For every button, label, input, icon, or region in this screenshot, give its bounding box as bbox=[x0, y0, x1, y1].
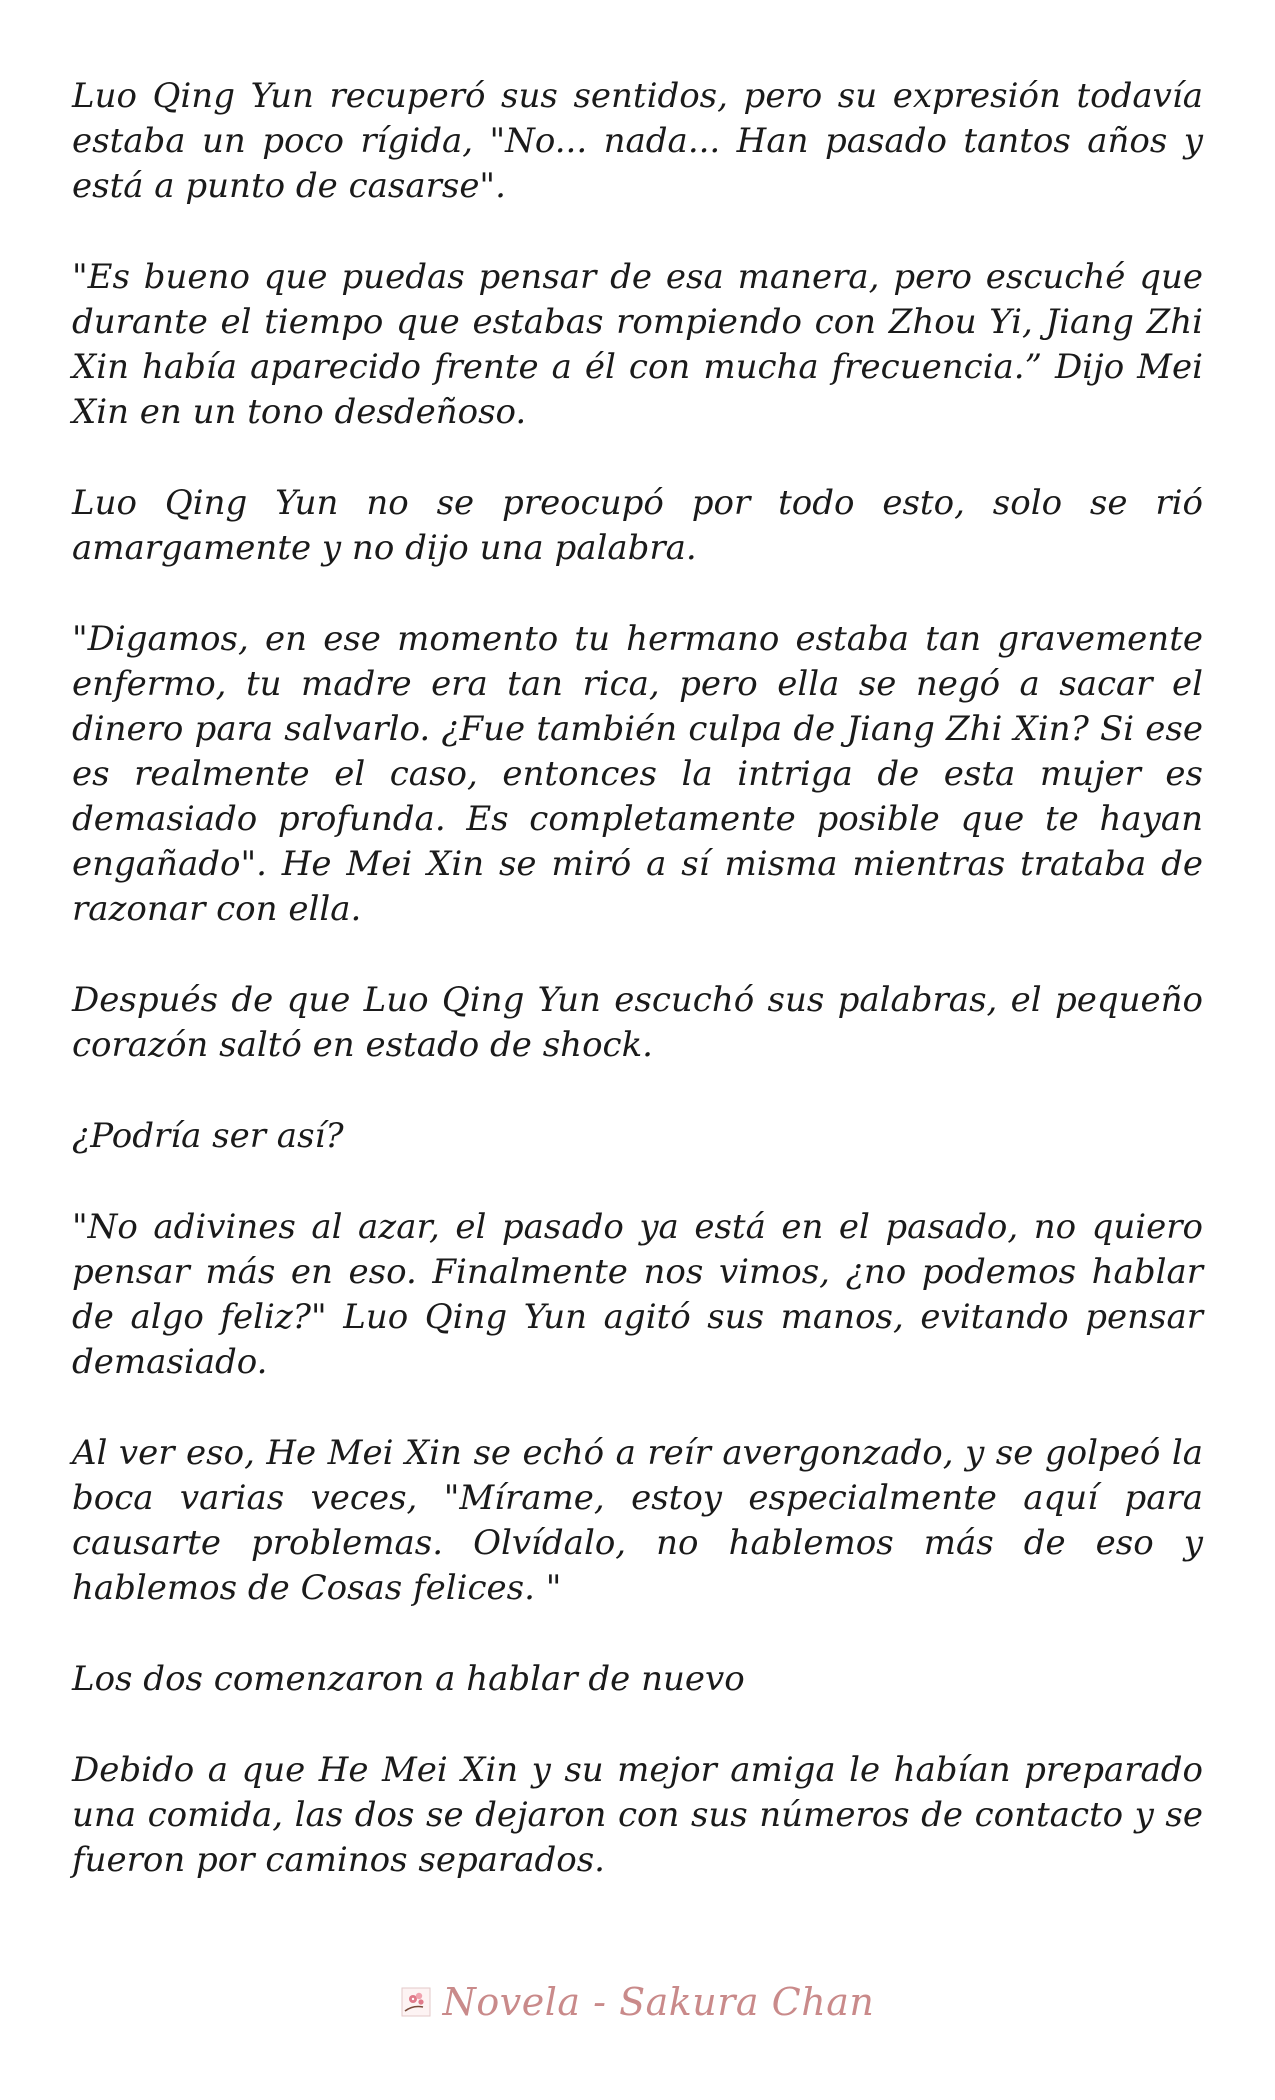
chapter-text bbox=[72, 74, 1203, 1929]
paragraph-3: Luo Qing Yun no se preocupó por todo esto, solo se rió amargamente y no dijo una palabra. bbox=[72, 483, 1203, 568]
paragraph-6: ¿Podría ser así? bbox=[72, 1116, 344, 1156]
paragraph-5: Después de que Luo Qing Yun escuchó sus palabras, el pequeño corazón saltó en estado de shock. bbox=[72, 980, 1203, 1065]
footer-brand: Novela - Sakura Chan bbox=[442, 1980, 875, 2024]
paragraph-9: Los dos comenzaron a hablar de nuevo bbox=[72, 1659, 745, 1699]
paragraph-10: Debido a que He Mei Xin y su mejor amiga le habían preparado una comida, las dos se dejaron con sus números de contacto y se fueron por caminos separados. bbox=[72, 1750, 1203, 1880]
paragraph-8: Al ver eso, He Mei Xin se echó a reír avergonzado, y se golpeó la boca varias veces, "Mírame, estoy especialmente aquí para causarte problemas. Olvídalo, no hablemos más de eso y hablemos de Cosas felices. " bbox=[72, 1433, 1203, 1608]
paragraph-2: "Es bueno que puedas pensar de esa manera, pero escuché que durante el tiempo que estabas rompiendo con Zhou Yi, Jiang Zhi Xin había aparecido frente a él con mucha frecuencia.” Dijo Mei Xin en un tono desdeñoso. bbox=[72, 257, 1203, 432]
sakura-flower-icon bbox=[401, 1987, 431, 2017]
paragraph-4: "Digamos, en ese momento tu hermano estaba tan gravemente enfermo, tu madre era tan rica, pero ella se negó a sacar el dinero para salvarlo. ¿Fue también culpa de Jiang Zhi Xin? Si ese es realmente el caso, entonces la intriga de esta mujer es demasiado profunda. Es completamente posible que te hayan engañado". He Mei Xin se miró a sí misma mientras trataba de razonar con ella. bbox=[72, 619, 1203, 929]
paragraph-7: "No adivines al azar, el pasado ya está en el pasado, no quiero pensar más en eso. Finalmente nos vimos, ¿no podemos hablar de algo feliz?" Luo Qing Yun agitó sus manos, evitando pensar demasiado. bbox=[72, 1207, 1203, 1382]
footer-watermark bbox=[0, 1980, 1275, 2024]
paragraph-1: Luo Qing Yun recuperó sus sentidos, pero su expresión todavía estaba un poco rígida, "No... nada... Han pasado tantos años y está a punto de casarse". bbox=[72, 76, 1203, 206]
